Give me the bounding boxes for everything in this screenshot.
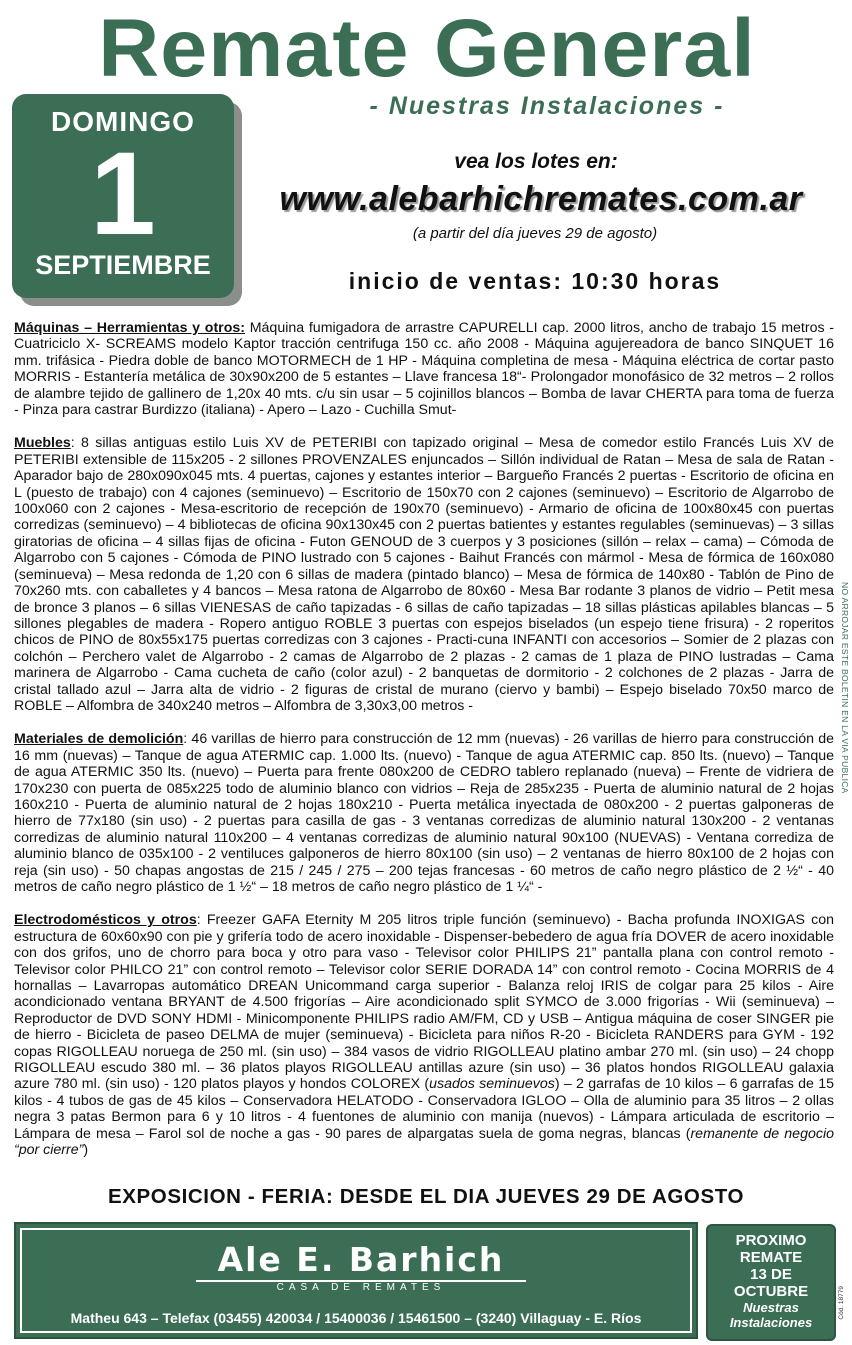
sales-start-time: inicio de ventas: 10:30 horas	[348, 268, 722, 294]
section-text: : 46 varillas de hierro para construcción de 12 mm (nuevas) - 26 varillas de hierro para construcción de 16 mm (nuevas) – Tanque de agua ATERMIC cap. 1.000 lts. (nuevo) - Tanque de agua ATERMIC cap. 850 lts. (nuevo) – Tanque de agua ATERMIC 350 lts. (nuevo) – Puerta para frente 080x200 de CEDRO tablero replanado (nueva) – Frente de vidriera de 170x230 con puerta de 085x225 todo de aluminio blanco con vidrios – Reja de 285x235 - Puerta de aluminio natural de 2 hojas 160x210 - Puerta de aluminio natural de 2 hojas 180x210 - Puerta metálica inyectada de 080x200 - 2 puertas galponeras de hierro de 77x180 (sin uso) - 2 puertas para casilla de gas - 3 ventanas corredizas de aluminio natural 130x200 - 2 ventanas corredizas de aluminio natural 110x200 – 4 ventanas corredizas de aluminio natural 90x100 (NUEVAS) - Ventana corrediza de aluminio blanco de 035x100 - 2 ventiluces galponeros de hierro 80x100 (sin uso) – 2 ventanas de hierro 80x100 de 2 hojas con reja (sin uso) - 50 chapas angostas de 215 / 245 / 275 – 200 tejas francesas - 60 metros de caño negro plástico de 2 ½“ - 40 metros de caño negro plástico de 1 ½“ – 18 metros de caño negro plástico de 1 ¼“ -	[14, 731, 835, 895]
exhibition-banner: EXPOSICION - FERIA: DESDE EL DIA JUEVES 29 DE AGOSTO	[107, 1185, 745, 1208]
page-title: Remate General	[98, 3, 756, 94]
section-heading: Muebles	[14, 435, 71, 452]
print-code: Cód. 18779	[838, 1286, 845, 1320]
next-line: REMATE	[739, 1249, 803, 1266]
next-auction-box	[706, 1224, 836, 1341]
next-line: Instalaciones	[729, 1315, 813, 1330]
date-day: DOMINGO	[51, 106, 195, 137]
side-note: NO ARROJAR ESTE BOLETIN EN LA VIA PUBLICA	[840, 582, 850, 794]
date-box	[12, 94, 234, 298]
page-subtitle: - Nuestras Instalaciones -	[369, 92, 725, 120]
section-text: : 8 sillas antiguas estilo Luis XV de PETERIBI con tapizado original – Mesa de comedor estilo Francés Luis XV de PETERIBI extensible de 115x205 - 2 sillones PROVENZALES enjuncados – Sillón individual de Ratan – Mesa de sala de Ratan - Aparador bajo de 280x090x045 mts. 4 puertas, cajones y estantes interior – Bargueño Francés 2 puertas - Escritorio de oficina en L (puesto de trabajo) con 4 cajones (seminuevo) – Escritorio de 150x70 con 2 cajones (seminuevo) – Escritorio de Algarrobo de 100x060 con 2 cajones - Mesa-escritorio de recepción de 190x70 (seminuevo) - Armario de oficina de 100x80x45 con puertas corredizas (seminuevo) – 4 bibliotecas de oficina 90x130x45 con 2 puertas batientes y estantes regulables (seminuevas) – 3 sillas giratorias de oficina – 4 sillas fijas de oficina - Futon GENOUD de 3 cuerpos y 3 posiciones (sillón – relax – cama) – Cómoda de Algarrobo con 5 cajones - Cómoda de PINO lustrado con 5 cajones - Baihut Francés con mármol - Mesa de fórmica de 160x080 (seminueva) – Mesa redonda de 1,20 con 6 sillas de madera (pintado blanco) – Mesa de fórmica de 140x80 - Tablón de Pino de 70x260 mts. con caballetes y 4 bancos – Mesa ratona de Algarrobo de 80x60 - Mesa Bar rodante 3 planos de vidrio – Petit mesa de bronce 3 planos – 6 sillas VIENESAS de caño tapizadas - 6 sillas de caño tapizadas – 18 sillas plásticas apilables blancas – 5 sillones plegables de madera - Ropero antiguo ROBLE 3 puertas con espejos biselados (un espejo tiene frisura) - 2 roperitos chicos de PINO de 80x55x175 puertas corredizas con 3 cajones - Practi-cuna INFANTI con accesorios – Somier de 2 plazas con colchón – Perchero valet de Algarrobo - 2 camas de Algarrobo de 2 plazas - 2 camas de 1 plaza de PINO lustradas – Cama marinera de Algarrobo - Cama cucheta de caño (color azul) - 2 banquetas de dormitorio - 2 colchones de 2 plazas - Jarra de cristal tallado azul – Jarra alta de vidrio - 2 figuras de cristal de murano (ciervo y bambi) – Espejo biselado 70x50 marco de ROBLE – Alfombra de 340x240 metros – Alfombra de 3,30x3,00 metros -	[14, 435, 834, 714]
brand-logo: Ale E. Barhich	[196, 1240, 526, 1282]
contact-address: Matheu 643 – Telefax (03455) 420034 / 15400036 / 15461500 – (3240) Villaguay - E. Ríos	[70, 1310, 642, 1326]
section-heading: Máquinas – Herramientas y otros:	[14, 320, 245, 336]
lot-listing	[14, 320, 834, 1176]
section-appliances	[14, 912, 834, 1158]
website-link[interactable]: www.alebarhichremates.com.ar	[279, 180, 803, 218]
lots-intro: vea los lotes en:	[454, 150, 618, 173]
section-heading: Materiales de demolición	[14, 731, 184, 748]
date-month: SEPTIEMBRE	[35, 250, 211, 280]
section-text-italic: usados seminuevos	[429, 1076, 555, 1093]
available-from-note: (a partir del día jueves 29 de agosto)	[412, 225, 658, 242]
section-text: Máquina fumigadora de arrastre CAPURELLI cap. 2000 litros, ancho de trabajo 15 metros - Cuatriciclo X- SCREAMS modelo Kaptor tracción centrifuga 150 cc. año 2008 - Máquina agujereadora de banco SINQUET 16 mm. trifásica - Piedra doble de banco MOTORMECH de 1 HP - Máquina completina de mesa - Máquina eléctrica de cortar pasto MORRIS - Estantería metálica de 30x90x200 de 5 estantes – Llave francesa 18“- Prolongador monofásico de 32 metros – 2 rollos de alambre tejido de gallinero de 1,20x 40 mts. c/u sin usar – 5 cojinillos blancos – Bomba de lavar CHERTA para toma de fuerza - Pinza para castrar Burdizzo (italiana) - Apero – Lazo - Cuchilla Smut-	[14, 320, 835, 419]
section-text: )	[83, 1142, 89, 1159]
section-heading: Electrodomésticos y otros	[14, 912, 197, 929]
date-number: 1	[90, 128, 156, 260]
section-text: : Freezer GAFA Eternity M 205 litros triple función (seminuevo) - Bacha profunda INOXIGAS con estructura de 60x60x90 con pie y grifería todo de acero inoxidable - Dispenser-bebedero de agua fría DOVER de acero inoxidable con dos grifos, uno de chorro para boca y otro para vaso - Televisor color PHILIPS 21” pantalla plana con control remoto - Televisor color PHILCO 21” con control remoto – Televisor color SERIE DORADA 14” con control remoto - Cocina MORRIS de 4 hornallas – Lavarropas automático DREAN Unicommand carga superior - Balanza reloj IRIS de colgar para 25 kilos - Aire acondicionado ventana BRYANT de 4.500 frigorías – Aire acondicionado split SYMCO de 3.000 frigorías - Wii (seminueva) – Reproductor de DVD SONY HDMI - Minicomponente PHILIPS radio AM/FM, CD y USB – Antigua máquina de coser SINGER pie de hierro - Bicicleta de paseo DELMA de mujer (seminueva) - Bicicleta para niños R-20 - Bicicleta RANDERS para GYM - 192 copas RIGOLLEAU noruega de 250 ml. (sin uso) – 384 vasos de vidrio RIGOLLEAU platino ambar 270 ml. (sin uso) – 24 chopp RIGOLLEAU escudo 380 ml. – 36 platos playos RIGOLLEAU antillas azure (sin uso) – 36 platos hondos RIGOLLEAU galaxia azure 780 ml. (sin uso) - 120 platos playos y hondos COLOREX (	[14, 912, 835, 1093]
next-line: OCTUBRE	[733, 1283, 809, 1300]
next-line: Nuestras	[743, 1300, 799, 1315]
footer-box	[14, 1222, 698, 1339]
section-materials	[14, 731, 834, 895]
brand-tagline: CASA DE REMATES	[276, 1282, 446, 1293]
next-line: PROXIMO	[735, 1232, 807, 1249]
next-line: 13 DE	[750, 1266, 792, 1283]
section-furniture	[14, 435, 834, 714]
section-machines	[14, 320, 834, 418]
section-text: ) – 2 garrafas de 10 kilos – 6 garrafas de 15 kilos - 4 tubos de gas de 45 kilos – Conservadora HELATODO - Conservadora IGLOO – Olla de aluminio para 35 litros – 2 ollas negra 3 patas Bermon para 6 y 10 litros - 4 fuentones de aluminio con manija (nuevos) - Lámpara articulada de escritorio – Lámpara de mesa – Farol sol de noche a gas - 90 pares de alpargatas suela de goma negras, blancas (	[14, 1076, 834, 1142]
section-text-italic: remanente de negocio “por cierre”	[14, 1125, 834, 1159]
